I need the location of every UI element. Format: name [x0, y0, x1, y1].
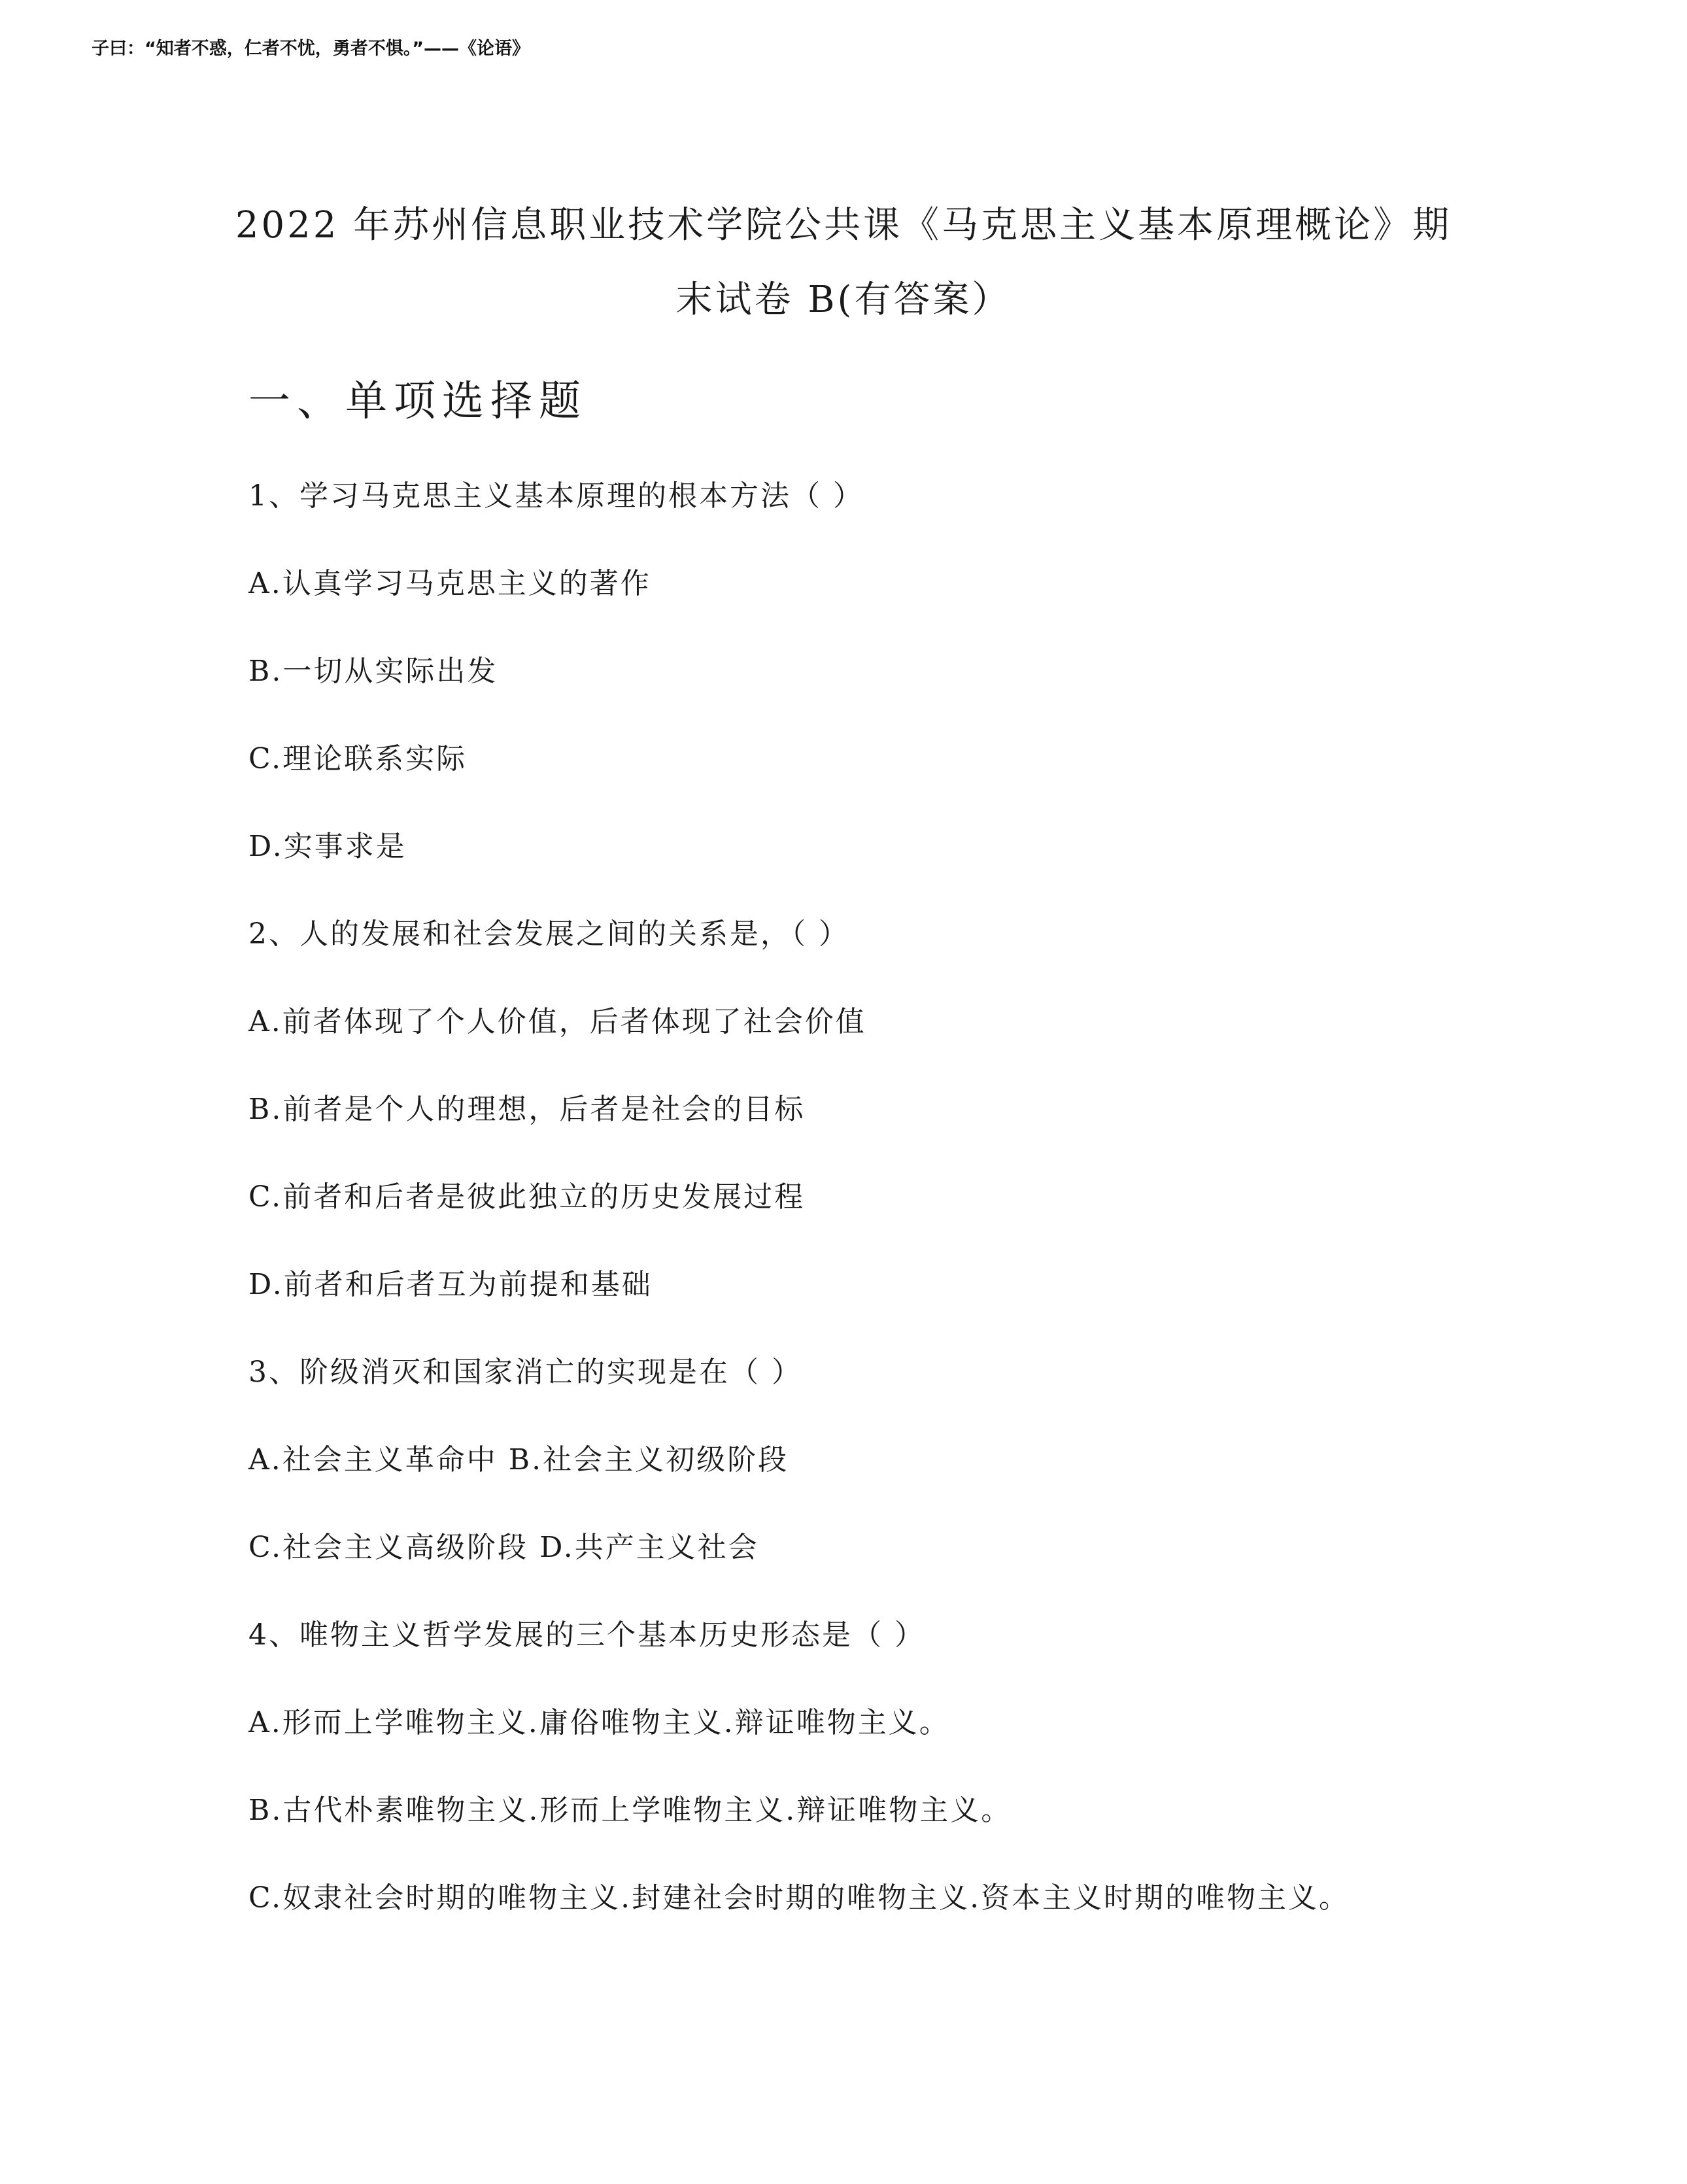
- document-title-line-2: 末试卷 B(有答案）: [675, 279, 1012, 321]
- question-3-options-line-1: A.社会主义革命中 B.社会主义初级阶段: [248, 1443, 789, 1476]
- question-1-option-b: B.一切从实际出发: [248, 655, 498, 688]
- question-2-option-c: C.前者和后者是彼此独立的历史发展过程: [248, 1180, 806, 1214]
- question-4-option-a: A.形而上学唯物主义.庸俗唯物主义.辩证唯物主义。: [248, 1706, 950, 1739]
- question-3-stem: 3、阶级消灭和国家消亡的实现是在（ ）: [248, 1356, 802, 1389]
- question-4-stem: 4、唯物主义哲学发展的三个基本历史形态是（ ）: [248, 1618, 925, 1652]
- question-1-option-a: A.认真学习马克思主义的著作: [248, 567, 651, 600]
- question-1-option-d: D.实事求是: [248, 830, 407, 863]
- question-2-option-b: B.前者是个人的理想，后者是社会的目标: [248, 1093, 806, 1126]
- header-quote: 子曰：“知者不惑，仁者不忧，勇者不惧。”——《论语》: [92, 39, 530, 59]
- question-2-option-d: D.前者和后者互为前提和基础: [248, 1268, 653, 1301]
- question-1-stem: 1、学习马克思主义基本原理的根本方法（ ）: [248, 479, 864, 513]
- question-2-option-a: A.前者体现了个人价值，后者体现了社会价值: [248, 1005, 866, 1038]
- document-title-line-1: 2022 年苏州信息职业技术学院公共课《马克思主义基本原理概论》期: [235, 204, 1452, 247]
- question-2-stem: 2、人的发展和社会发展之间的关系是，（ ）: [248, 917, 849, 951]
- section-heading: 一、单项选择题: [248, 377, 587, 426]
- question-4-option-b: B.古代朴素唯物主义.形而上学唯物主义.辩证唯物主义。: [248, 1794, 1012, 1827]
- question-1-option-c: C.理论联系实际: [248, 742, 468, 776]
- question-4-option-c: C.奴隶社会时期的唯物主义.封建社会时期的唯物主义.资本主义时期的唯物主义。: [248, 1881, 1350, 1915]
- question-3-options-line-2: C.社会主义高级阶段 D.共产主义社会: [248, 1531, 759, 1564]
